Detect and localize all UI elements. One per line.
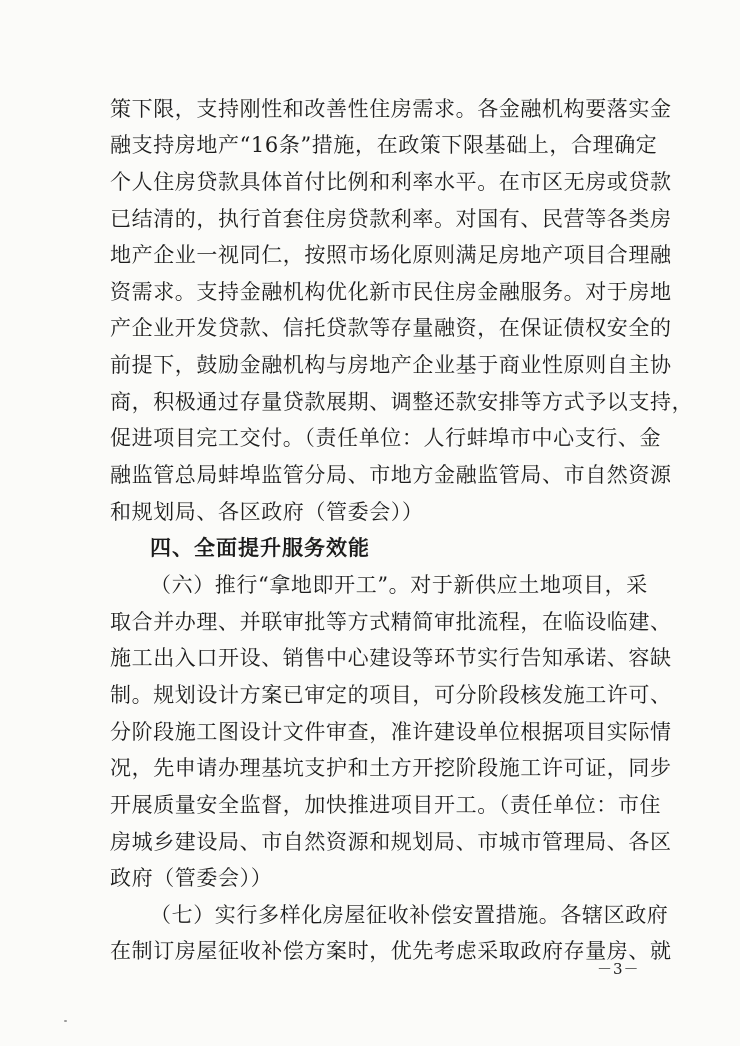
paragraph-line: 产企业开发贷款、信托贷款等存量融资，在保证债权安全的 — [110, 316, 672, 340]
paragraph-line: 策下限，支持刚性和改善性住房需求。各金融机构要落实金 — [110, 97, 672, 121]
paragraph-line: 开展质量安全监督，加快推进项目开工。（责任单位：市住 — [110, 793, 662, 817]
paragraph-line: 施工出入口开设、销售中心建设等环节实行告知承诺、容缺 — [110, 646, 672, 670]
paragraph-line: （七）实行多样化房屋征收补偿安置措施。各辖区政府 — [150, 903, 669, 927]
paragraph-line: 商，积极通过存量贷款展期、调整还款安排等方式予以支持， — [110, 390, 694, 414]
paragraph-line: 个人住房贷款具体首付比例和利率水平。在市区无房或贷款 — [110, 170, 672, 194]
paragraph-line: 资需求。支持金融机构优化新市民住房金融服务。对于房地 — [110, 280, 672, 304]
section-heading: 四、全面提升服务效能 — [150, 536, 370, 560]
scan-speck — [64, 1020, 67, 1022]
paragraph-line: 房城乡建设局、市自然资源和规划局、市城市管理局、各区 — [110, 830, 672, 854]
paragraph-line: 前提下，鼓励金融机构与房地产企业基于商业性原则自主协 — [110, 353, 672, 377]
paragraph-line: 已结清的，执行首套住房贷款利率。对国有、民营等各类房 — [110, 207, 672, 231]
paragraph-line: 和规划局、各区政府（管委会）） — [110, 500, 424, 524]
paragraph-line: 融支持房地产“16条”措施，在政策下限基础上，合理确定 — [110, 133, 658, 157]
paragraph-line: 取合并办理、并联审批等方式精简审批流程，在临设临建、 — [110, 610, 672, 634]
paragraph-line: 促进项目完工交付。（责任单位：人行蚌埠市中心支行、金 — [110, 426, 662, 450]
paragraph-line: （六）推行“拿地即开工”。对于新供应土地项目，采 — [150, 573, 648, 597]
paragraph-line: 政府（管委会）） — [110, 866, 273, 890]
page-number: －3－ — [597, 960, 640, 978]
paragraph-line: 融监管总局蚌埠监管分局、市地方金融监管局、市自然资源 — [110, 463, 672, 487]
paragraph-line: 况，先申请办理基坑支护和土方开挖阶段施工许可证，同步 — [110, 756, 672, 780]
paragraph-line: 制。规划设计方案已审定的项目，可分阶段核发施工许可、 — [110, 683, 672, 707]
paragraph-line: 地产企业一视同仁，按照市场化原则满足房地产项目合理融 — [110, 243, 672, 267]
paragraph-line: 在制订房屋征收补偿方案时，优先考虑采取政府存量房、就 — [110, 939, 672, 963]
paragraph-line: 分阶段施工图设计文件审查，准许建设单位根据项目实际情 — [110, 720, 672, 744]
